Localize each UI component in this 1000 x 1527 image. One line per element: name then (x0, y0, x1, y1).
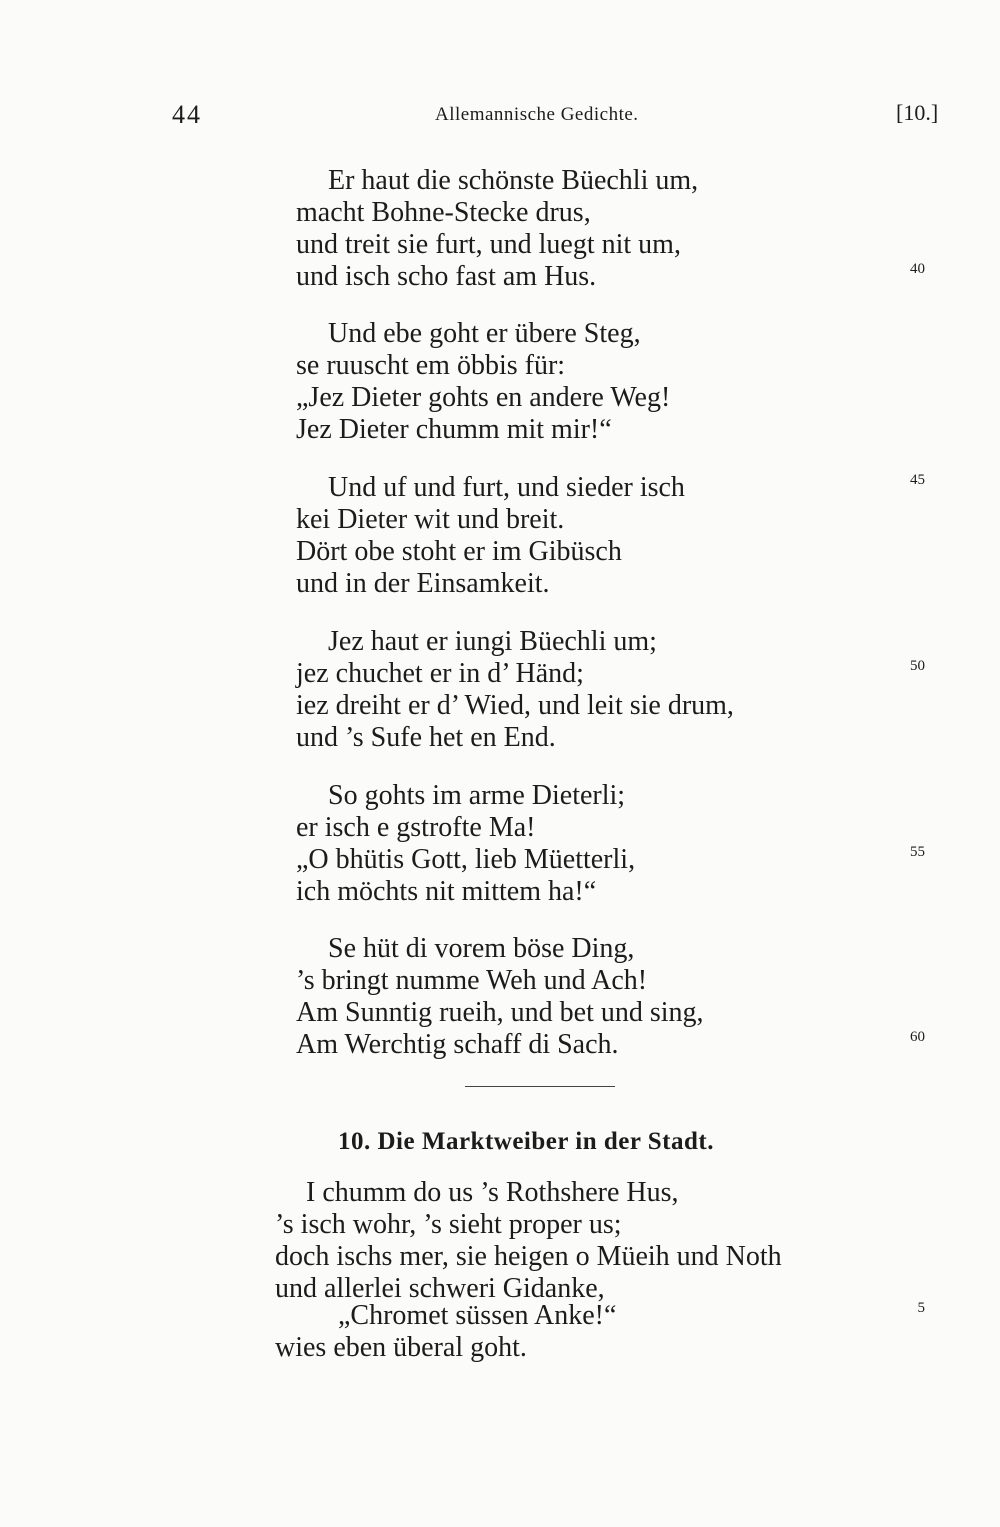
poem-title: 10. Die Marktweiber in der Stadt. (338, 1128, 714, 1155)
page-header (0, 100, 1000, 140)
verse-line: ’s isch wohr, ’s sieht proper us; (275, 1209, 622, 1240)
verse-line: ich möchts nit mittem ha!“ (296, 876, 597, 907)
verse-line: und in der Einsamkeit. (296, 568, 550, 599)
verse-line: Jez haut er iungi Büechli um; (328, 626, 657, 657)
verse-line: Dört obe stoht er im Gibüsch (296, 536, 622, 567)
verse-line: ’s bringt numme Weh und Ach! (296, 965, 648, 996)
verse-line: wies eben überal goht. (275, 1332, 527, 1363)
section-divider (465, 1086, 615, 1087)
line-number: 45 (910, 472, 925, 488)
verse-line: Und ebe goht er übere Steg, (328, 318, 641, 349)
verse-line: So gohts im arme Dieterli; (328, 780, 626, 811)
line-number: 60 (910, 1029, 925, 1045)
line-number: 40 (910, 261, 925, 277)
verse-line: jez chuchet er in d’ Händ; (296, 658, 584, 689)
running-title: Allemannische Gedichte. (435, 104, 639, 125)
verse-line: iez dreiht er d’ Wied, und leit sie drum, (296, 690, 734, 721)
verse-line: Und uf und furt, und sieder isch (328, 472, 685, 503)
verse-line: und isch scho fast am Hus. (296, 261, 597, 292)
verse-line: Er haut die schönste Büechli um, (328, 165, 699, 196)
verse-line: er isch e gstrofte Ma! (296, 812, 536, 843)
verse-line: „Chromet süssen Anke!“ (338, 1300, 617, 1331)
verse-line: Jez Dieter chumm mit mir!“ (296, 414, 612, 445)
page-number: 44 (172, 100, 202, 129)
verse-line: und treit sie furt, und luegt nit um, (296, 229, 681, 260)
line-number: 5 (917, 1300, 925, 1316)
verse-line: macht Bohne-Stecke drus, (296, 197, 591, 228)
line-number: 50 (910, 658, 925, 674)
verse-line: kei Dieter wit und breit. (296, 504, 565, 535)
verse-line: und ’s Sufe het en End. (296, 722, 556, 753)
line-number: 55 (910, 844, 925, 860)
verse-line: se ruuscht em öbbis für: (296, 350, 566, 381)
signature-mark: [10.] (896, 100, 939, 125)
verse-line: Am Sunntig rueih, und bet und sing, (296, 997, 704, 1028)
verse-line: „O bhütis Gott, lieb Müetterli, (296, 844, 636, 875)
verse-line: doch ischs mer, sie heigen o Müeih und Noth (275, 1241, 782, 1272)
verse-line: und allerlei schweri Gidanke, (275, 1273, 605, 1304)
verse-line: I chumm do us ’s Rothshere Hus, (306, 1177, 679, 1208)
verse-line: Se hüt di vorem böse Ding, (328, 933, 635, 964)
verse-line: „Jez Dieter gohts en andere Weg! (296, 382, 671, 413)
verse-line: Am Werchtig schaff di Sach. (296, 1029, 619, 1060)
